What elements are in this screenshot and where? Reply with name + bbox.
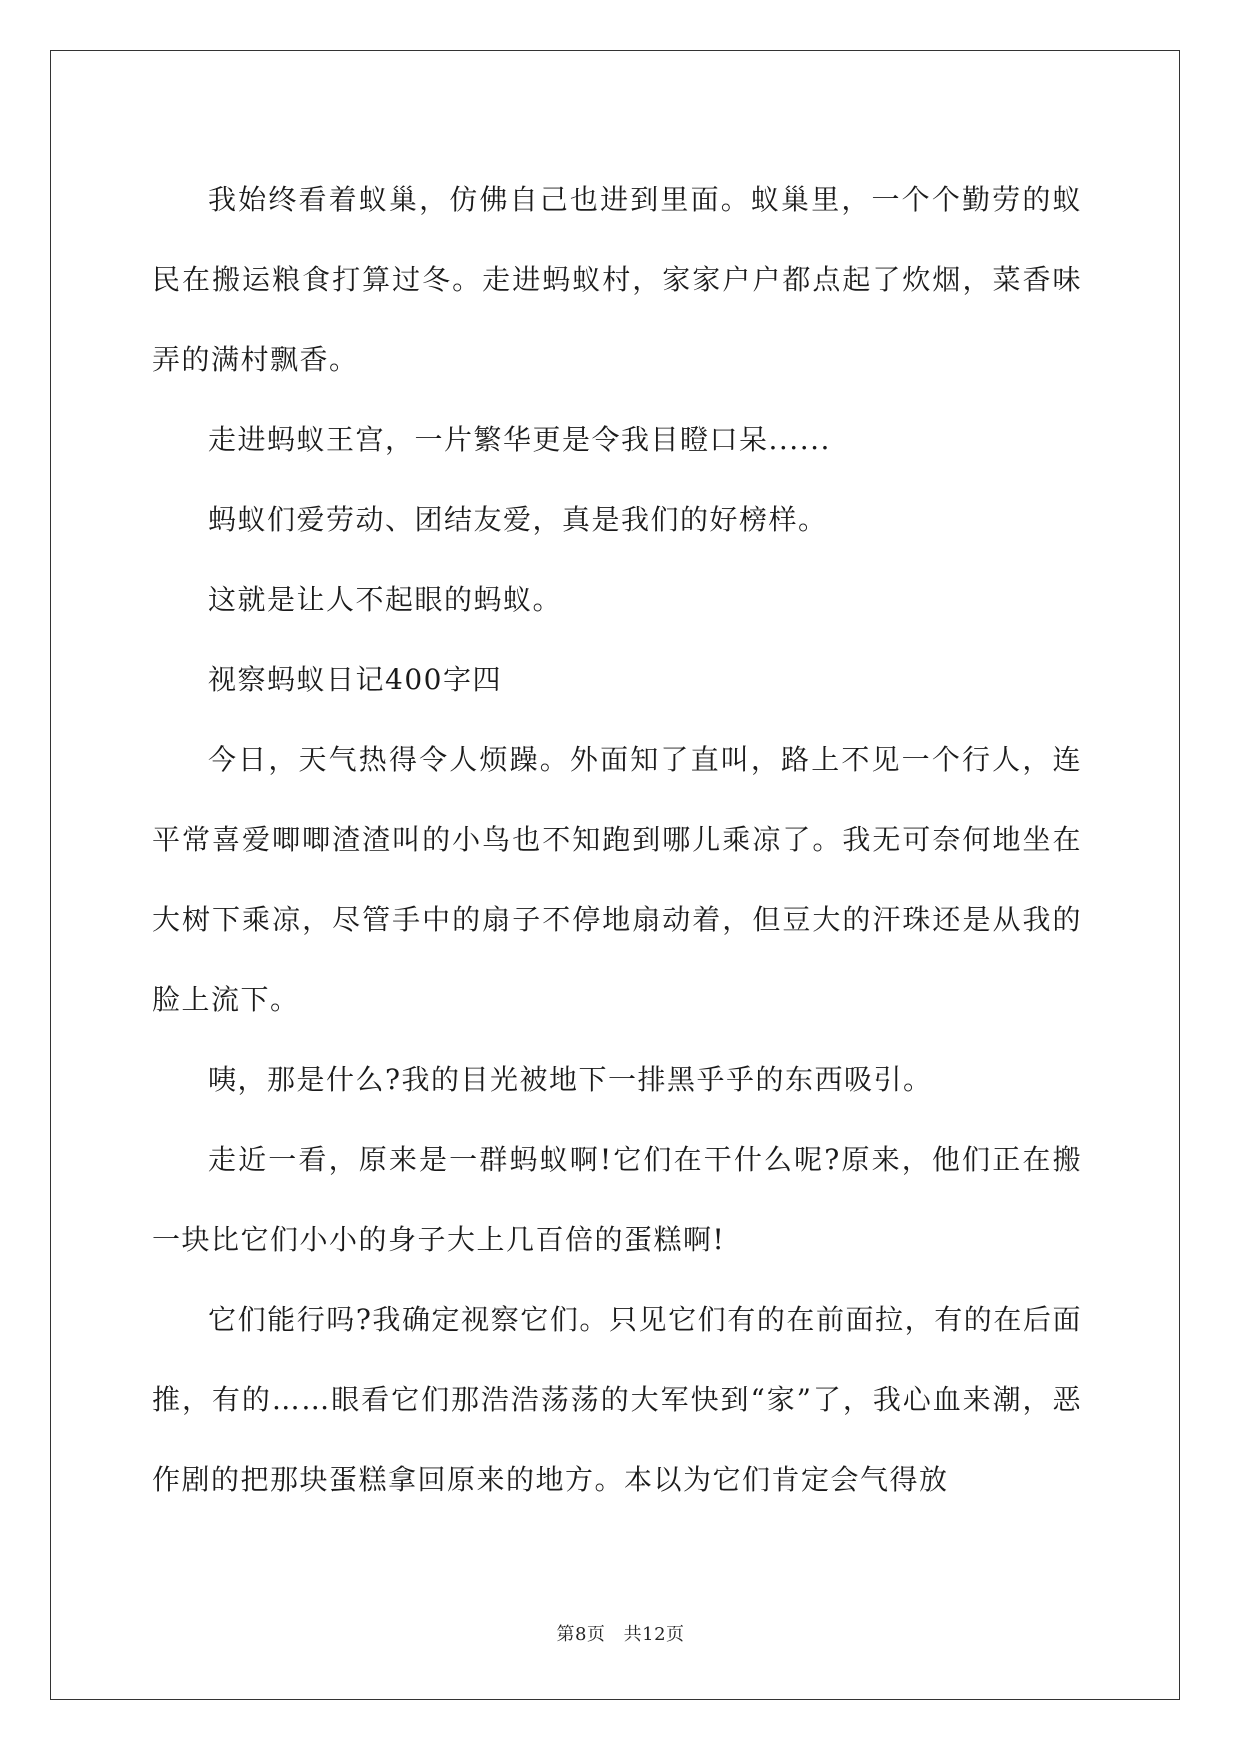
page-total: 共12页 — [623, 1624, 685, 1645]
paragraph-4: 这就是让人不起眼的蚂蚁。 — [208, 583, 563, 616]
paragraph-8: 它们能行吗?我确定视察它们。只见它们有的在前面拉，有的在后面推，有的……眼看它们那浩浩荡荡的大军快到“家”了，我心血来潮，恶作剧的把那块蛋糕拿回原来的地方。本以为它们肯定会气得放 — [152, 1303, 1082, 1496]
page-number: 第8页 — [556, 1624, 606, 1645]
paragraph-2: 走进蚂蚁王宫，一片繁华更是令我目瞪口呆...... — [208, 423, 831, 456]
page-footer — [0, 1620, 1241, 1646]
paragraph-5: 今日，天气热得令人烦躁。外面知了直叫，路上不见一个行人，连平常喜爱唧唧渣渣叫的小鸟也不知跑到哪儿乘凉了。我无可奈何地坐在大树下乘凉，尽管手中的扇子不停地扇动着，但豆大的汗珠还是从我的脸上流下。 — [152, 743, 1082, 1016]
paragraph-1: 我始终看着蚁巢，仿佛自己也进到里面。蚁巢里，一个个勤劳的蚁民在搬运粮食打算过冬。走进蚂蚁村，家家户户都点起了炊烟，菜香味弄的满村飘香。 — [152, 183, 1082, 376]
paragraph-3: 蚂蚁们爱劳动、团结友爱，真是我们的好榜样。 — [208, 503, 828, 536]
paragraph-6: 咦，那是什么?我的目光被地下一排黑乎乎的东西吸引。 — [208, 1063, 933, 1096]
paragraph-7: 走近一看，原来是一群蚂蚁啊!它们在干什么呢?原来，他们正在搬一块比它们小小的身子大上几百倍的蛋糕啊! — [152, 1143, 1082, 1256]
document-body — [152, 160, 1082, 1520]
section-heading: 视察蚂蚁日记400字四 — [208, 663, 502, 696]
